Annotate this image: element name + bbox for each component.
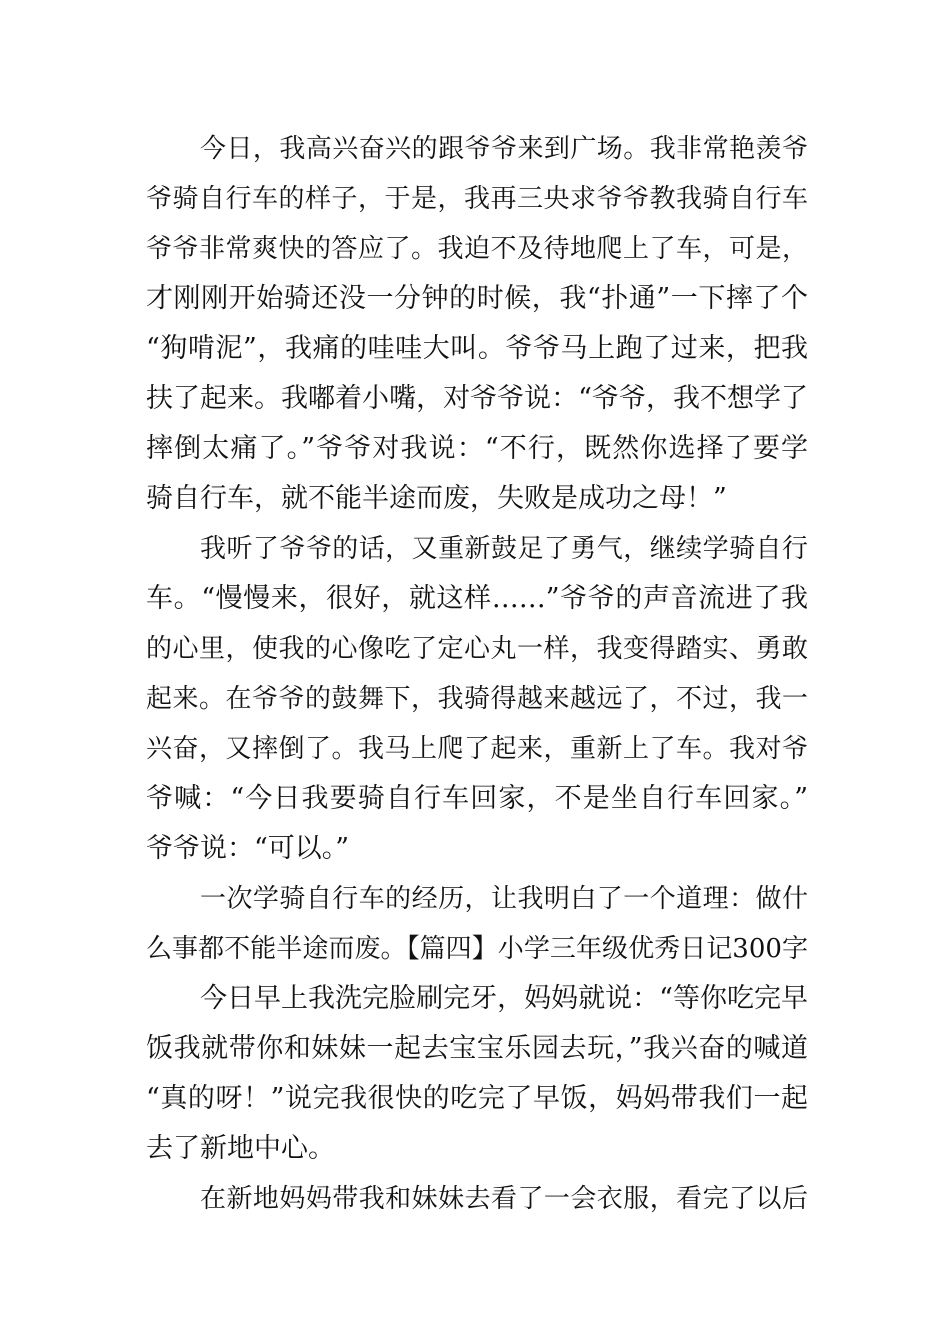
text-line: “真的呀！”说完我很快的吃完了早饭，妈妈带我们一起 <box>146 1083 808 1114</box>
text-line: “狗啃泥”，我痛的哇哇大叫。爷爷马上跑了过来，把我 <box>146 333 808 364</box>
text-line: 今日早上我洗完脸刷完牙，妈妈就说：“等你吃完早 <box>200 983 808 1014</box>
text-line: 爷爷非常爽快的答应了。我迫不及待地爬上了车，可是， <box>146 234 808 264</box>
text-line: 的心里，使我的心像吃了定心丸一样，我变得踏实、勇敢 <box>146 634 808 664</box>
text-line: 饭我就带你和妹妹一起去宝宝乐园去玩，”我兴奋的喊道 <box>146 1033 808 1064</box>
text-line: 起来。在爷爷的鼓舞下，我骑得越来越远了，不过，我一 <box>146 684 808 714</box>
text-line: 才刚刚开始骑还没一分钟的时候，我“扑通”一下摔了个 <box>146 283 808 314</box>
text-line: 车。“慢慢来，很好，就这样……”爷爷的声音流进了我 <box>146 583 808 614</box>
text-line: 骑自行车，就不能半途而废，失败是成功之母！” <box>146 483 727 514</box>
text-line: 摔倒太痛了。”爷爷对我说：“不行，既然你选择了要学 <box>146 433 808 464</box>
text-line: 爷爷说：“可以。” <box>146 833 350 864</box>
diary-text <box>146 124 808 1224</box>
text-line: 我听了爷爷的话，又重新鼓足了勇气，继续学骑自行 <box>200 534 808 564</box>
text-line: 兴奋，又摔倒了。我马上爬了起来，重新上了车。我对爷 <box>146 734 808 764</box>
text-line: 今日，我高兴奋兴的跟爷爷来到广场。我非常艳羡爷 <box>200 134 808 164</box>
text-line: 一次学骑自行车的经历，让我明白了一个道理：做什 <box>200 884 808 914</box>
text-line: 爷骑自行车的样子，于是，我再三央求爷爷教我骑自行车 <box>146 184 808 214</box>
text-line: 么事都不能半途而废。【篇四】小学三年级优秀日记300字 <box>146 934 808 964</box>
text-line: 去了新地中心。 <box>146 1133 335 1164</box>
text-line: 爷喊：“今日我要骑自行车回家，不是坐自行车回家。” <box>146 783 808 814</box>
text-line: 扶了起来。我嘟着小嘴，对爷爷说：“爷爷，我不想学了 <box>146 383 808 414</box>
text-line: 在新地妈妈带我和妹妹去看了一会衣服，看完了以后 <box>200 1184 808 1214</box>
